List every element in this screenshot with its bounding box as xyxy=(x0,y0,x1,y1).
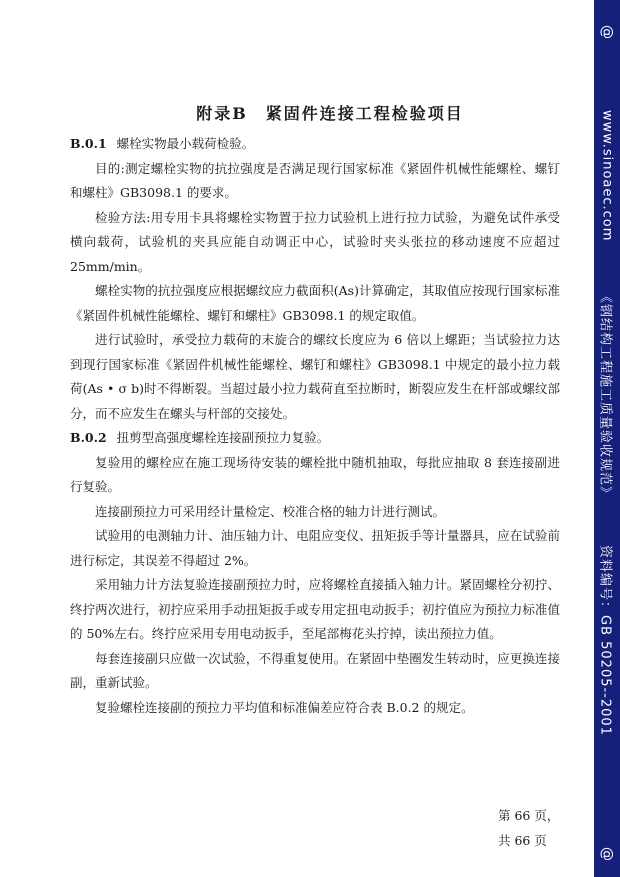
section-heading-text: 扭剪型高强度螺栓连接副预拉力复验。 xyxy=(116,430,330,445)
page-footer: 第 66 页，共 66 页 xyxy=(498,808,560,848)
publisher-sidebar xyxy=(594,0,620,877)
at-icon: @ xyxy=(599,25,615,39)
section-number: B.0.2 xyxy=(70,430,107,445)
paragraph-method: 检验方法:用专用卡具将螺栓实物置于拉力试验机上进行拉力试验，为避免试件承受横向载荷，试验机的夹具应能自动调正中心，试验时夹头张拉的移动速度不应超过 25mm/min。 xyxy=(70,209,560,274)
paragraph-purpose: 目的:测定螺栓实物的抗拉强度是否满足现行国家标准《紧固件机械性能螺栓、螺钉和螺柱》GB3098.1 的要求。 xyxy=(70,160,560,200)
page-title: 附录B 紧固件连接工程检验项目 xyxy=(196,104,464,123)
paragraph-gauge: 连接副预拉力可采用经计量检定、校准合格的轴力计进行测试。 xyxy=(95,503,446,519)
at-icon: @ xyxy=(599,847,615,861)
paragraph-calibration: 试验用的电测轴力计、油压轴力计、电阻应变仪、扭矩扳手等计量器具，应在试验前进行标定，其误差不得超过 2%。 xyxy=(70,528,560,568)
body-text xyxy=(70,132,560,720)
paragraph-tightening: 采用轴力计方法复验连接副预拉力时，应将螺栓直接插入轴力计。紧固螺栓分初拧、终拧两次进行，初拧应采用手动扭矩扳手或专用定扭电动扳手；初拧值应为预拉力标准值的 50%左右。终拧应采用专用电动扳手，至尾部梅花头拧掉，读出预拉力值。 xyxy=(70,577,560,641)
paragraph-sampling: 复验用的螺栓应在施工现场待安装的螺栓批中随机抽取，每批应抽取 8 套连接副进行复验。 xyxy=(70,454,560,494)
paragraph-strength: 螺栓实物的抗拉强度应根据螺纹应力截面积(As)计算确定，其取值应按现行国家标准《紧固件机械性能螺栓、螺钉和螺柱》GB3098.1 的规定取值。 xyxy=(70,283,560,323)
paragraph-procedure: 进行试验时，承受拉力载荷的末旋合的螺纹长度应为 6 倍以上螺距；当试验拉力达到现行国家标准《紧固件机械性能螺栓、螺钉和螺柱》GB3098.1 中规定的最小拉力载荷(As • σ b)时不得断裂。当超过最小拉力载荷直至拉断时，断裂应发生在杆部或螺纹部分，而不应发生在螺头与杆部的交接处。 xyxy=(70,332,560,421)
sidebar-book-title: 《钢结构工程施工质量验收规范》 xyxy=(597,290,613,501)
sidebar-document-code: 资料编号：GB 50205--2001 xyxy=(597,545,613,736)
section-number: B.0.1 xyxy=(70,136,107,151)
paragraph-single-test: 每套连接副只应做一次试验，不得重复使用。在紧固中垫圈发生转动时，应更换连接副，重新试验。 xyxy=(70,650,560,690)
section-heading-b01 xyxy=(70,132,560,157)
paragraph-criteria: 复验螺栓连接副的预拉力平均值和标准偏差应符合表 B.0.2 的规定。 xyxy=(95,699,474,715)
sidebar-website: www.sinoaec.com xyxy=(599,110,615,242)
section-heading-text: 螺栓实物最小载荷检验。 xyxy=(116,136,255,151)
section-heading-b02 xyxy=(70,426,560,451)
